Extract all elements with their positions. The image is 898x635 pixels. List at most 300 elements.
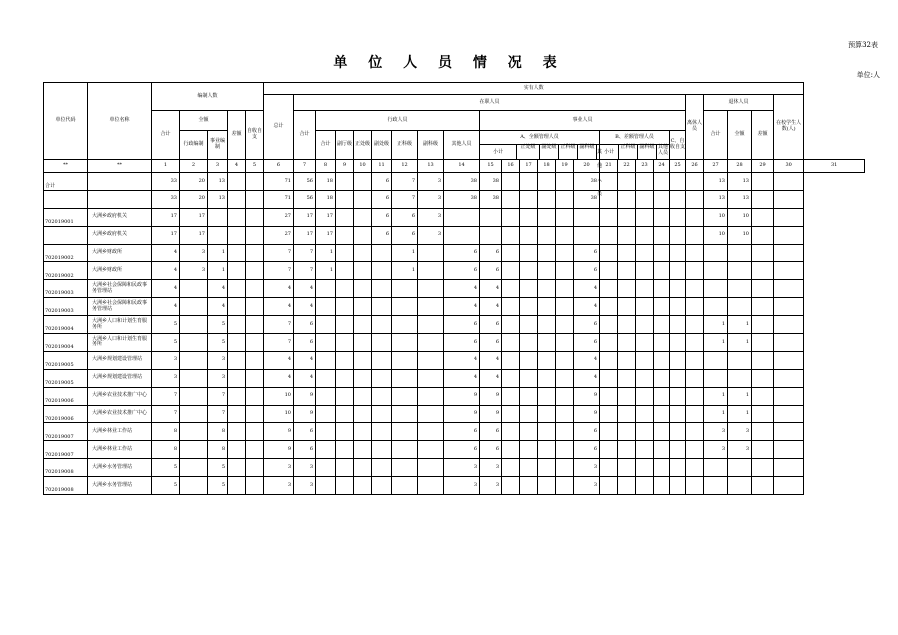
value-cell — [480, 226, 502, 244]
value-cell — [316, 316, 336, 334]
value-cell — [670, 405, 686, 423]
value-cell: 7 — [392, 190, 418, 208]
value-cell — [336, 190, 354, 208]
value-cell — [654, 351, 670, 369]
value-cell — [316, 280, 336, 298]
value-cell: 9 — [480, 405, 502, 423]
value-cell — [520, 316, 538, 334]
value-cell — [728, 351, 752, 369]
value-cell — [538, 173, 556, 191]
value-cell: 9 — [574, 405, 600, 423]
value-cell: 38 — [480, 190, 502, 208]
value-cell: 4 — [152, 298, 180, 316]
value-cell — [670, 477, 686, 495]
unit-code-cell: 702019005 — [44, 369, 88, 387]
value-cell: 38 — [480, 173, 502, 191]
value-cell — [246, 173, 264, 191]
header-retired-fiscal: 全额 — [728, 111, 752, 160]
value-cell: 4 — [264, 298, 294, 316]
value-cell — [636, 226, 654, 244]
value-cell — [774, 334, 804, 352]
unit-code-cell — [44, 226, 88, 244]
value-cell — [556, 173, 574, 191]
value-cell — [670, 369, 686, 387]
value-cell — [670, 423, 686, 441]
value-cell — [686, 405, 704, 423]
value-cell: 27 — [264, 208, 294, 226]
value-cell — [670, 459, 686, 477]
value-cell — [316, 405, 336, 423]
value-cell — [228, 423, 246, 441]
value-cell: 4 — [444, 369, 480, 387]
column-number: 24 — [654, 160, 670, 173]
column-number: ** — [88, 160, 152, 173]
value-cell — [704, 280, 728, 298]
unit-name-cell: 大洲乡规划建设管理站 — [88, 369, 152, 387]
value-cell — [316, 369, 336, 387]
column-number: 17 — [520, 160, 538, 173]
header-a-l3: 正科级 — [559, 145, 578, 159]
header-dept-main: 正处级 — [354, 131, 372, 160]
value-cell — [372, 369, 392, 387]
value-cell — [574, 226, 600, 244]
value-cell: 4 — [294, 298, 316, 316]
value-cell — [636, 208, 654, 226]
value-cell: 71 — [264, 190, 294, 208]
unit-code-cell: 702019002 — [44, 262, 88, 280]
value-cell — [600, 244, 618, 262]
header-other: 其他人员 — [444, 131, 480, 160]
value-cell: 6 — [480, 441, 502, 459]
value-cell — [180, 477, 208, 495]
value-cell — [774, 441, 804, 459]
value-cell — [654, 298, 670, 316]
value-cell: 6 — [480, 334, 502, 352]
value-cell: 3 — [574, 477, 600, 495]
unit-code-cell: 702019004 — [44, 316, 88, 334]
value-cell: 18 — [316, 190, 336, 208]
value-cell — [600, 441, 618, 459]
value-cell — [704, 298, 728, 316]
value-cell — [556, 190, 574, 208]
value-cell: 7 — [392, 173, 418, 191]
value-cell — [520, 459, 538, 477]
value-cell: 6 — [444, 244, 480, 262]
value-cell — [336, 298, 354, 316]
value-cell: 3 — [444, 477, 480, 495]
value-cell — [752, 244, 774, 262]
value-cell — [418, 334, 444, 352]
value-cell — [520, 477, 538, 495]
value-cell — [774, 369, 804, 387]
value-cell — [538, 405, 556, 423]
value-cell — [654, 369, 670, 387]
value-cell — [336, 334, 354, 352]
value-cell — [600, 334, 618, 352]
value-cell — [520, 280, 538, 298]
value-cell: 1 — [208, 244, 228, 262]
value-cell — [556, 280, 574, 298]
value-cell — [774, 226, 804, 244]
value-cell — [180, 316, 208, 334]
value-cell — [670, 173, 686, 191]
column-number: 4 — [228, 160, 246, 173]
value-cell — [316, 351, 336, 369]
value-cell — [418, 459, 444, 477]
value-cell — [538, 459, 556, 477]
value-cell — [752, 190, 774, 208]
value-cell — [180, 459, 208, 477]
value-cell: 6 — [574, 334, 600, 352]
value-cell — [354, 441, 372, 459]
value-cell: 4 — [574, 280, 600, 298]
value-cell — [636, 423, 654, 441]
value-cell: 6 — [294, 441, 316, 459]
value-cell — [520, 441, 538, 459]
value-cell — [372, 262, 392, 280]
value-cell: 17 — [316, 208, 336, 226]
value-cell — [520, 351, 538, 369]
header-admin-staff: 行政人员 — [316, 111, 480, 131]
value-cell: 27 — [264, 226, 294, 244]
value-cell: 17 — [294, 208, 316, 226]
header-b-group-cell — [600, 131, 670, 160]
value-cell — [228, 226, 246, 244]
value-cell — [636, 262, 654, 280]
value-cell: 6 — [480, 423, 502, 441]
header-b-l3: 其他人员 — [657, 144, 668, 156]
value-cell — [636, 280, 654, 298]
value-cell — [520, 262, 538, 280]
value-cell — [636, 334, 654, 352]
column-number: 6 — [264, 160, 294, 173]
header-inst-staff: 事业人员 — [480, 111, 686, 131]
value-cell — [654, 244, 670, 262]
value-cell — [372, 351, 392, 369]
value-cell — [670, 316, 686, 334]
value-cell — [556, 441, 574, 459]
value-cell — [538, 280, 556, 298]
value-cell: 4 — [264, 280, 294, 298]
value-cell — [502, 423, 520, 441]
value-cell — [246, 262, 264, 280]
value-cell — [336, 173, 354, 191]
value-cell — [774, 405, 804, 423]
value-cell: 71 — [264, 173, 294, 191]
value-cell — [392, 316, 418, 334]
value-cell — [354, 262, 372, 280]
value-cell — [686, 423, 704, 441]
value-cell — [636, 387, 654, 405]
value-cell: 4 — [480, 351, 502, 369]
value-cell — [520, 387, 538, 405]
header-in-service: 在职人员 — [294, 95, 686, 111]
value-cell: 3 — [418, 226, 444, 244]
unit-code-cell: 702019004 — [44, 334, 88, 352]
value-cell — [520, 334, 538, 352]
value-cell — [418, 441, 444, 459]
value-cell — [354, 405, 372, 423]
value-cell — [686, 262, 704, 280]
unit-code-cell: 702019005 — [44, 351, 88, 369]
value-cell: 56 — [294, 173, 316, 191]
value-cell: 8 — [208, 441, 228, 459]
value-cell: 4 — [294, 280, 316, 298]
value-cell: 6 — [294, 316, 316, 334]
value-cell — [502, 173, 520, 191]
value-cell: 5 — [208, 477, 228, 495]
column-number: 25 — [670, 160, 686, 173]
value-cell: 4 — [208, 280, 228, 298]
column-number: 3 — [208, 160, 228, 173]
unit-code-cell: 702019006 — [44, 387, 88, 405]
value-cell — [246, 477, 264, 495]
value-cell — [704, 262, 728, 280]
header-retired-leave: 离休人员 — [686, 95, 704, 160]
value-cell: 6 — [372, 208, 392, 226]
value-cell — [670, 351, 686, 369]
column-number: 15 — [480, 160, 502, 173]
value-cell — [336, 262, 354, 280]
value-cell — [392, 441, 418, 459]
value-cell: 38 — [444, 190, 480, 208]
value-cell — [444, 208, 480, 226]
value-cell — [636, 477, 654, 495]
value-cell: 6 — [294, 334, 316, 352]
table-row — [44, 190, 865, 208]
header-total: 总计 — [264, 95, 294, 160]
value-cell — [686, 208, 704, 226]
value-cell — [180, 298, 208, 316]
column-number: 18 — [538, 160, 556, 173]
value-cell — [392, 423, 418, 441]
value-cell — [502, 208, 520, 226]
value-cell: 7 — [294, 244, 316, 262]
value-cell — [418, 316, 444, 334]
column-number: 8 — [316, 160, 336, 173]
value-cell — [538, 316, 556, 334]
value-cell — [354, 173, 372, 191]
value-cell: 3 — [704, 441, 728, 459]
value-cell — [502, 190, 520, 208]
value-cell — [392, 298, 418, 316]
value-cell — [228, 369, 246, 387]
table-row — [44, 316, 865, 334]
value-cell — [686, 387, 704, 405]
header-section-main: 正科级 — [392, 131, 418, 160]
table-row — [44, 351, 865, 369]
value-cell — [752, 387, 774, 405]
value-cell — [180, 405, 208, 423]
header-self: 自收自支 — [246, 111, 264, 160]
value-cell — [372, 334, 392, 352]
header-b-group: B、差额管理人员 — [600, 131, 669, 145]
value-cell — [354, 298, 372, 316]
value-cell — [418, 387, 444, 405]
value-cell — [336, 477, 354, 495]
value-cell: 1 — [704, 405, 728, 423]
value-cell — [246, 298, 264, 316]
table-row — [44, 208, 865, 226]
value-cell — [670, 280, 686, 298]
value-cell — [600, 477, 618, 495]
value-cell: 20 — [180, 190, 208, 208]
unit-name-cell: 大洲乡水务管理站 — [88, 459, 152, 477]
value-cell — [316, 423, 336, 441]
unit-name-cell: 大洲乡林业工作站 — [88, 423, 152, 441]
value-cell — [246, 405, 264, 423]
value-cell — [354, 351, 372, 369]
table-row — [44, 459, 865, 477]
value-cell — [520, 405, 538, 423]
value-cell — [556, 459, 574, 477]
value-cell: 17 — [316, 226, 336, 244]
value-cell — [246, 459, 264, 477]
value-cell — [520, 226, 538, 244]
value-cell — [502, 226, 520, 244]
value-cell — [636, 441, 654, 459]
value-cell: 3 — [208, 351, 228, 369]
value-cell — [538, 226, 556, 244]
unit-name-cell: 大洲乡人口和计划生育服务所 — [88, 316, 152, 334]
unit-code-cell — [44, 190, 88, 208]
value-cell — [502, 405, 520, 423]
value-cell — [354, 459, 372, 477]
value-cell — [246, 226, 264, 244]
column-number: 1 — [152, 160, 180, 173]
value-cell: 13 — [728, 190, 752, 208]
value-cell — [618, 387, 636, 405]
value-cell — [336, 351, 354, 369]
value-cell — [728, 244, 752, 262]
value-cell — [418, 298, 444, 316]
value-cell: 1 — [392, 244, 418, 262]
value-cell: 4 — [152, 262, 180, 280]
value-cell: 4 — [264, 369, 294, 387]
value-cell — [520, 190, 538, 208]
unit-name-cell: 大洲乡人口和计划生育服务所 — [88, 334, 152, 352]
value-cell — [752, 351, 774, 369]
value-cell — [556, 262, 574, 280]
value-cell: 4 — [294, 351, 316, 369]
header-authorized: 编制人数 — [152, 83, 264, 111]
value-cell — [336, 423, 354, 441]
value-cell: 7 — [264, 262, 294, 280]
value-cell — [752, 405, 774, 423]
column-number: 26 — [686, 160, 704, 173]
value-cell — [228, 173, 246, 191]
unit-name-cell: 大洲乡水务管理站 — [88, 477, 152, 495]
value-cell: 6 — [444, 423, 480, 441]
value-cell — [556, 387, 574, 405]
value-cell — [654, 208, 670, 226]
value-cell — [180, 334, 208, 352]
value-cell: 6 — [480, 316, 502, 334]
value-cell: 4 — [264, 351, 294, 369]
value-cell: 17 — [152, 226, 180, 244]
value-cell — [228, 441, 246, 459]
value-cell: 1 — [728, 316, 752, 334]
value-cell — [774, 477, 804, 495]
value-cell — [728, 298, 752, 316]
value-cell — [392, 477, 418, 495]
value-cell — [752, 262, 774, 280]
value-cell — [686, 298, 704, 316]
header-diff: 差额 — [228, 111, 246, 160]
unit-label: 单位:人 — [856, 71, 880, 79]
value-cell — [556, 477, 574, 495]
value-cell — [636, 459, 654, 477]
header-a-l2: 副处级 — [540, 145, 559, 159]
value-cell — [704, 477, 728, 495]
value-cell — [600, 173, 618, 191]
value-cell — [556, 369, 574, 387]
value-cell: 4 — [444, 280, 480, 298]
unit-name-cell: 大洲乡财政所 — [88, 262, 152, 280]
value-cell — [752, 298, 774, 316]
value-cell: 8 — [152, 441, 180, 459]
value-cell — [752, 423, 774, 441]
unit-code-cell: 702019006 — [44, 405, 88, 423]
value-cell — [228, 334, 246, 352]
value-cell — [316, 477, 336, 495]
value-cell — [600, 316, 618, 334]
unit-name-cell: 大洲乡政府机关 — [88, 226, 152, 244]
value-cell — [502, 351, 520, 369]
value-cell: 9 — [444, 405, 480, 423]
value-cell: 7 — [264, 316, 294, 334]
value-cell — [354, 387, 372, 405]
header-fiscal: 全额 — [180, 111, 228, 131]
value-cell — [538, 244, 556, 262]
column-number: 13 — [418, 160, 444, 173]
unit-code-cell: 702019003 — [44, 280, 88, 298]
value-cell — [246, 316, 264, 334]
header-a-l1: 正处级 — [517, 145, 540, 159]
value-cell — [752, 459, 774, 477]
value-cell — [246, 208, 264, 226]
unit-code-cell: 702019008 — [44, 459, 88, 477]
value-cell: 3 — [208, 369, 228, 387]
value-cell: 5 — [208, 334, 228, 352]
value-cell — [228, 405, 246, 423]
header-b-sub: 小计 — [600, 145, 619, 159]
value-cell: 6 — [444, 262, 480, 280]
value-cell: 6 — [444, 441, 480, 459]
value-cell — [774, 244, 804, 262]
value-cell — [556, 334, 574, 352]
header-retired-sum: 合计 — [704, 111, 728, 160]
value-cell — [752, 173, 774, 191]
value-cell: 18 — [316, 173, 336, 191]
value-cell: 4 — [574, 351, 600, 369]
table-body — [44, 160, 865, 495]
value-cell — [502, 280, 520, 298]
value-cell — [618, 316, 636, 334]
header-b-l2: 副科级 — [638, 145, 657, 159]
value-cell — [336, 244, 354, 262]
value-cell: 13 — [704, 190, 728, 208]
value-cell — [704, 369, 728, 387]
value-cell: 3 — [152, 351, 180, 369]
value-cell — [556, 226, 574, 244]
column-number: 28 — [728, 160, 752, 173]
value-cell — [774, 459, 804, 477]
column-number: ** — [44, 160, 88, 173]
value-cell — [686, 441, 704, 459]
value-cell — [538, 298, 556, 316]
value-cell: 5 — [152, 459, 180, 477]
